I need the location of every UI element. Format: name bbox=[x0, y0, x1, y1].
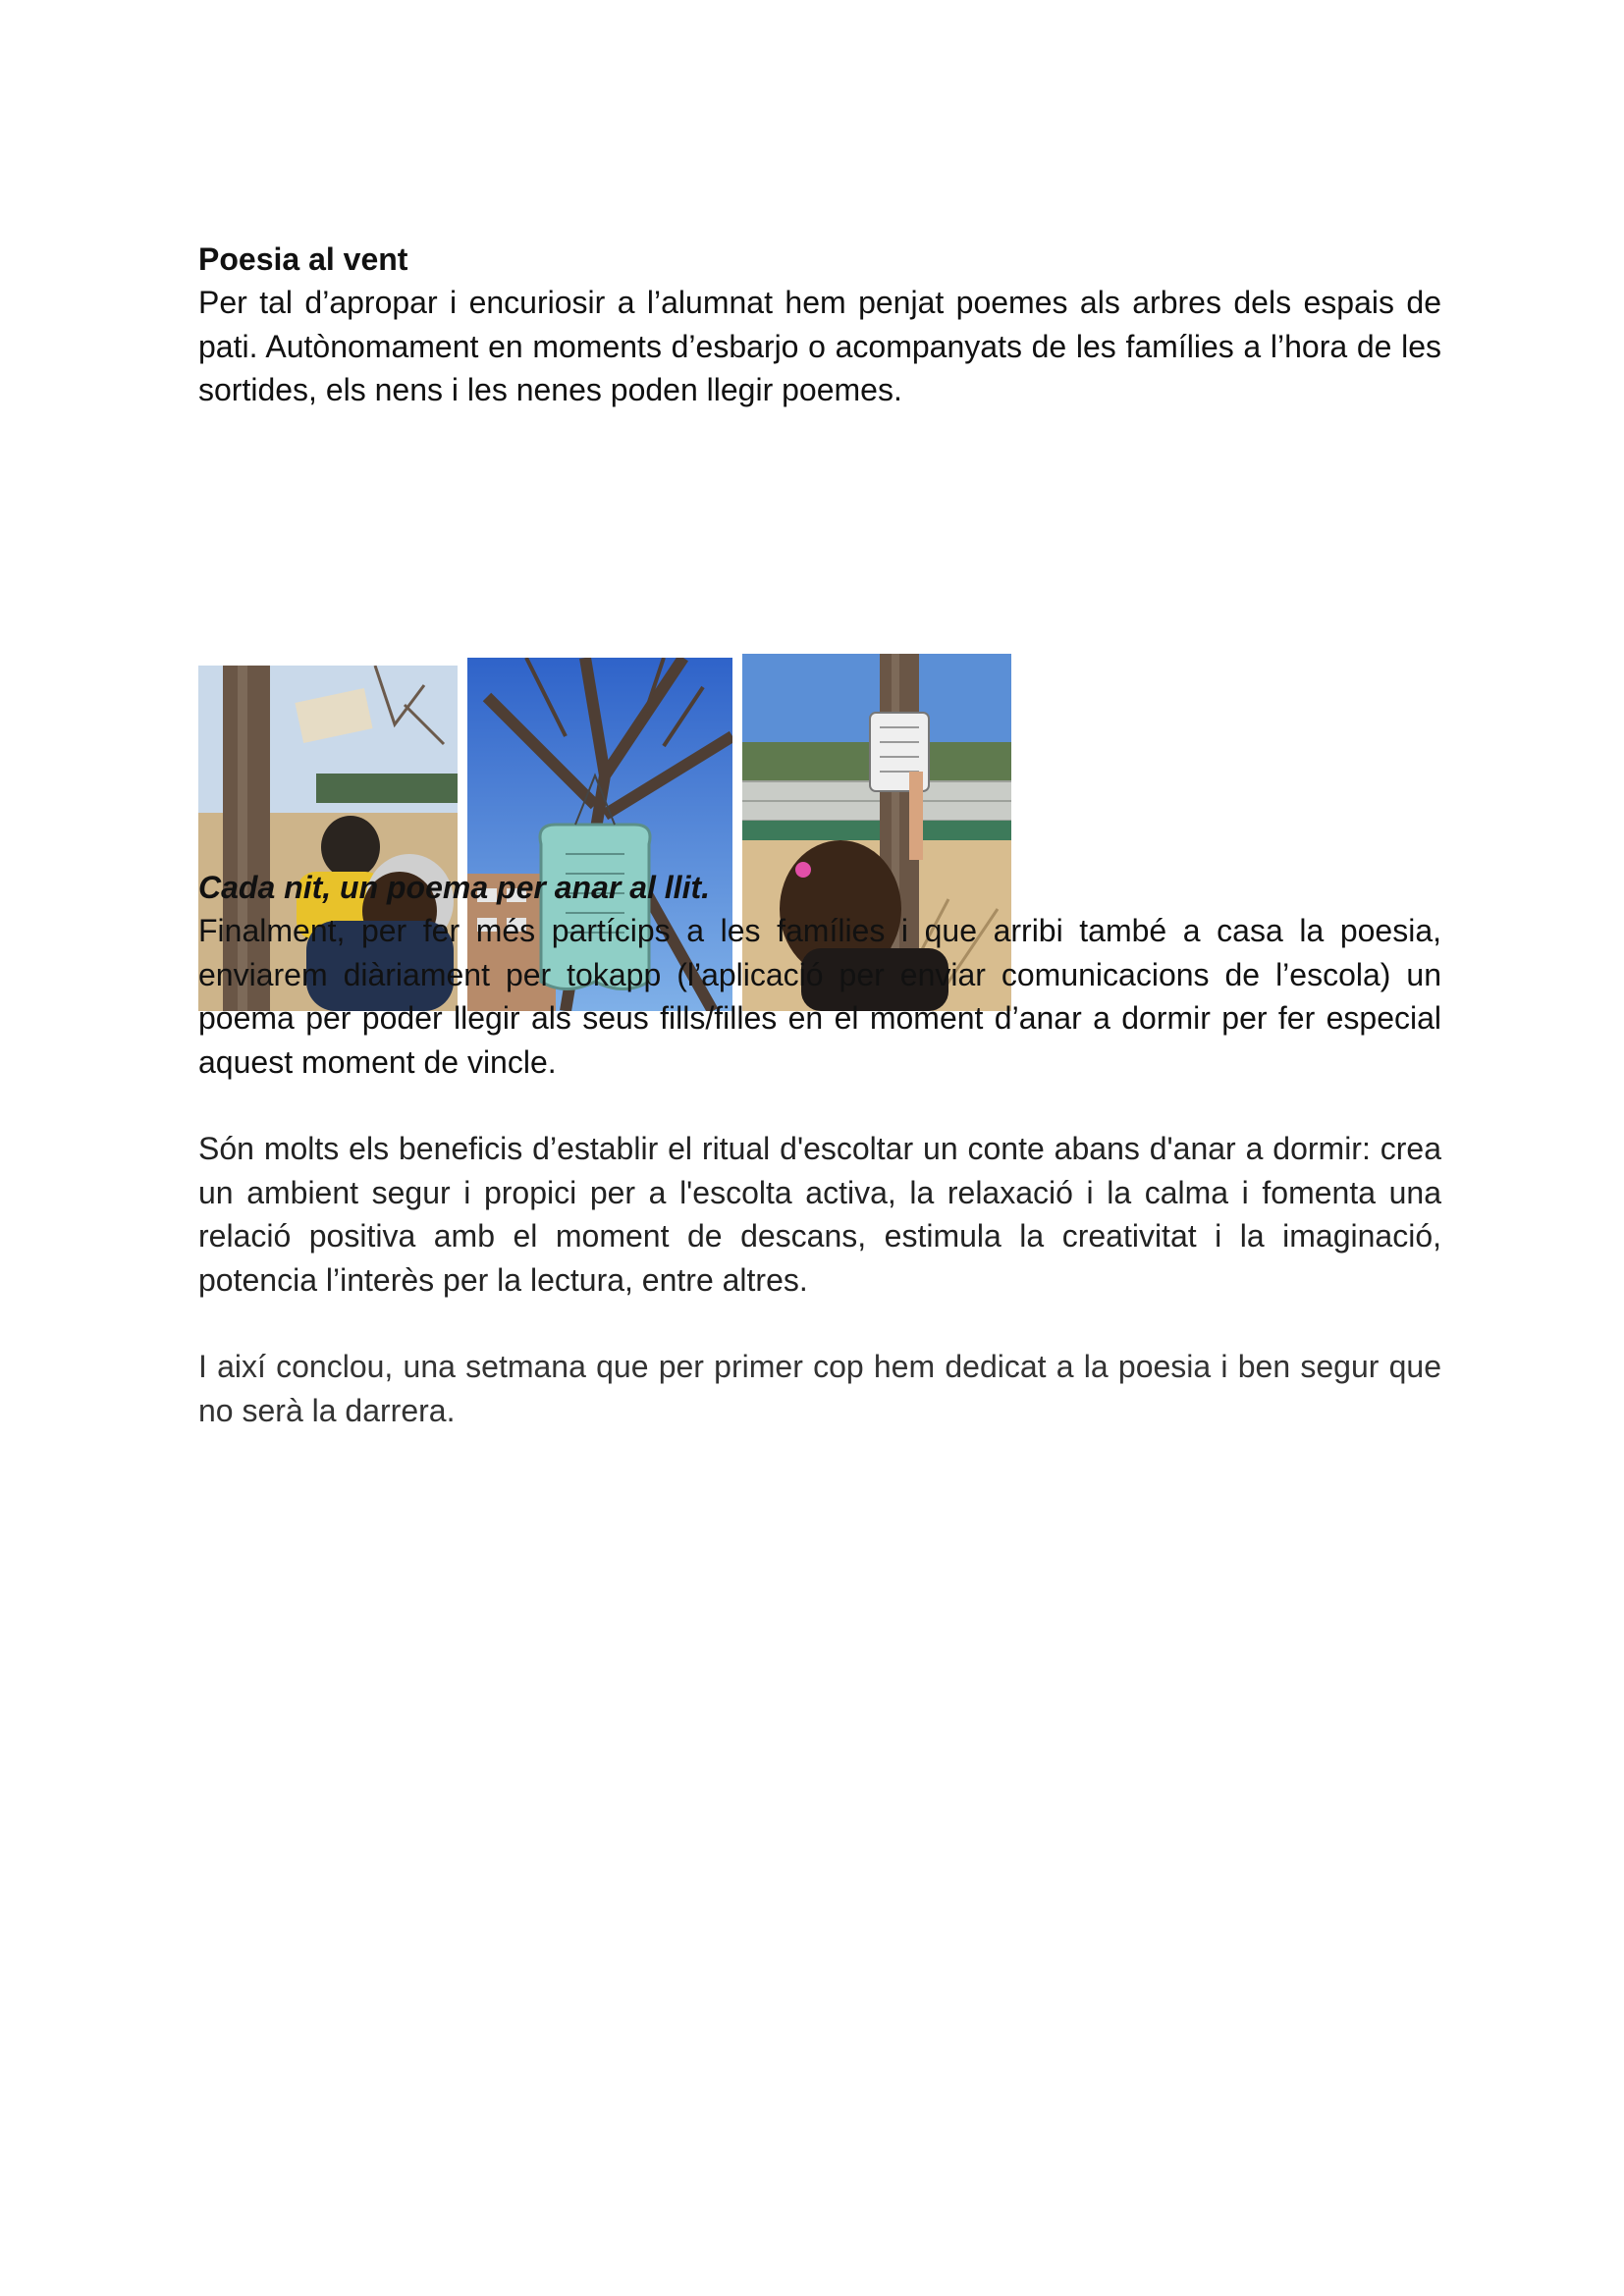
section-heading-poesia-al-vent: Poesia al vent bbox=[198, 241, 408, 277]
section2 bbox=[198, 866, 1441, 1432]
document-page bbox=[198, 238, 1441, 1428]
section-heading-cada-nit: Cada nit, un poema per anar al llit. bbox=[198, 870, 710, 905]
section1-paragraph: Per tal d’apropar i encuriosir a l’alumnat hem penjat poemes als arbres dels espais de pati. Autònomament en moments d’esbarjo o acompanyats de les famílies a l’hora de les sortides, els nens i les nenes poden llegir poemes. bbox=[198, 285, 1441, 407]
section2-paragraph-3: I així conclou, una setmana que per primer cop hem dedicat a la poesia i ben segur que no serà la darrera. bbox=[198, 1349, 1441, 1428]
section2-paragraph-2: Són molts els beneficis d’establir el ritual d'escoltar un conte abans d'anar a dormir: crea un ambient segur i propici per a l'escolta activa, la relaxació i la calma i fomenta una relació positiva amb el moment de descans, estimula la creativitat i la imaginació, potencia l’interès per la lectura, entre altres. bbox=[198, 1131, 1441, 1298]
section2-paragraph-1: Finalment, per fer més partícips a les famílies i que arribi també a casa la poesia, enviarem diàriament per tokapp (l’aplicació per enviar comunicacions de l’escola) un poema per poder llegir als seus fills/filles en el moment d’anar a dormir per fer especial aquest moment de vincle. bbox=[198, 913, 1441, 1080]
